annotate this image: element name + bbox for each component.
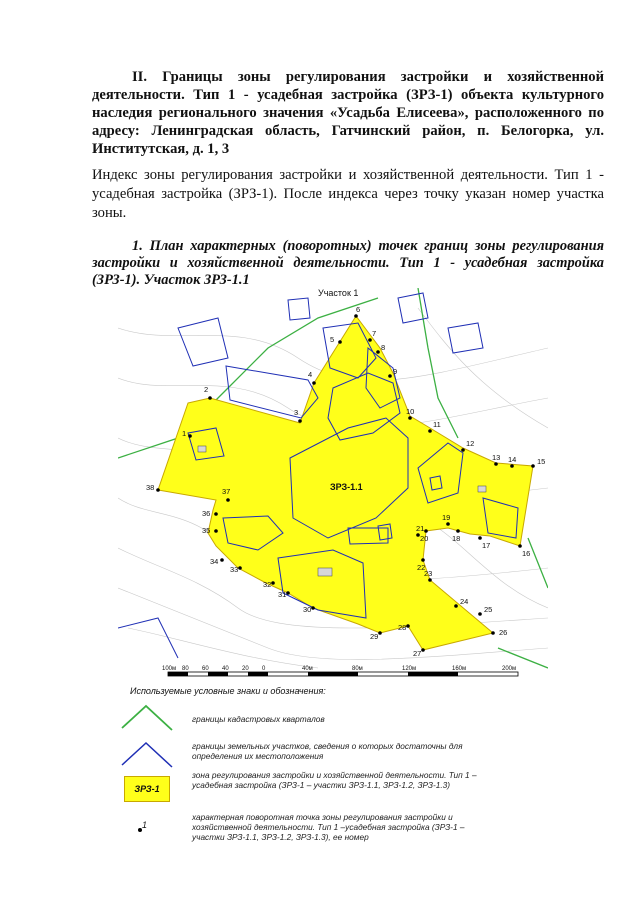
boundary-point-5 [338, 340, 342, 344]
scale-tick-label: 20 [242, 666, 249, 672]
boundary-point-label-27: 27 [413, 649, 422, 658]
boundary-point-label-11: 11 [433, 420, 441, 429]
boundary-point-label-2: 2 [204, 385, 209, 394]
boundary-point-37 [226, 498, 230, 502]
boundary-point-label-7: 7 [372, 329, 377, 338]
boundary-point-label-3: 3 [294, 408, 299, 417]
boundary-point-label-35: 35 [202, 526, 211, 535]
point-symbol [142, 820, 147, 830]
point-dot-icon [138, 828, 142, 832]
scale-tick-label: 80м [352, 666, 363, 672]
boundary-point-14 [510, 464, 514, 468]
boundary-point-label-25: 25 [484, 605, 493, 614]
plan-subheading-number: 1. [132, 238, 143, 254]
boundary-point-38 [156, 488, 160, 492]
legend-text-parcels: границы земельных участков, сведения о которых достаточны для определения их местоположения [192, 741, 463, 761]
boundary-point-label-26: 26 [499, 628, 508, 637]
plan-subheading [92, 238, 604, 289]
boundary-point-label-15: 15 [537, 457, 546, 466]
boundary-point-label-5: 5 [330, 335, 335, 344]
boundary-point-label-4: 4 [308, 370, 313, 379]
boundary-point-label-16: 16 [522, 549, 531, 558]
boundary-point-15 [531, 464, 535, 468]
boundary-point-label-31: 31 [278, 590, 287, 599]
zone-map [118, 288, 548, 682]
boundary-point-21 [416, 533, 420, 537]
boundary-point-label-30: 30 [303, 605, 312, 614]
boundary-point-16 [518, 544, 522, 548]
boundary-point-label-1: 1 [182, 429, 187, 438]
boundary-point-label-20: 20 [420, 534, 429, 543]
scale-tick-label: 40 [222, 666, 229, 672]
boundary-point-label-17: 17 [482, 541, 491, 550]
zone-swatch: ЗРЗ-1 [124, 776, 170, 802]
legend-text-cadastral: границы кадастровых кварталов [192, 714, 325, 724]
boundary-point-25 [478, 612, 482, 616]
boundary-point-11 [428, 429, 432, 433]
boundary-point-label-32: 32 [263, 580, 272, 589]
section-heading-text: II. Границы зоны регулирования застройки и хозяйственной деятельности. Тип 1 - усадебная застройка (ЗРЗ-1) объекта культурного наследия регионального значения «Усадьба Елисеева», расположенного по адресу: Ленинградская область, Гатчинский район, п. Белогорка, ул. Институтская, д. 1, 3 [92, 69, 604, 157]
boundary-point-17 [478, 536, 482, 540]
legend-text-point: характерная поворотная точка зоны регулирования застройки и хозяйственной деятельности. Тип 1 –усадебная застройка (ЗРЗ-1 – участки ЗРЗ-1.1, ЗРЗ-1.2, ЗРЗ-1.3), ее номер [192, 812, 465, 842]
scale-bar [168, 672, 518, 676]
boundary-point-3 [298, 419, 302, 423]
boundary-point-label-28: 28 [398, 623, 407, 632]
boundary-point-9 [388, 374, 392, 378]
boundary-point-29 [378, 631, 382, 635]
boundary-point-1 [188, 434, 192, 438]
scale-tick-label: 80 [182, 666, 189, 672]
boundary-point-26 [491, 631, 495, 635]
boundary-point-22 [421, 558, 425, 562]
scale-tick-label: 40м [302, 666, 313, 672]
boundary-point-label-13: 13 [492, 453, 501, 462]
point-symbol-number: 1 [142, 820, 148, 830]
boundary-point-20 [424, 529, 428, 533]
scale-tick-label: 160м [452, 666, 467, 672]
boundary-point-30 [311, 606, 315, 610]
boundary-point-7 [368, 338, 372, 342]
boundary-point-27 [421, 648, 425, 652]
boundary-point-label-24: 24 [460, 597, 469, 606]
boundary-point-label-6: 6 [356, 305, 361, 314]
legend-title: Используемые условные знаки и обозначения: [130, 686, 326, 696]
boundary-point-31 [286, 591, 290, 595]
blue-line-icon [120, 735, 174, 775]
boundary-point-label-8: 8 [381, 343, 386, 352]
boundary-point-8 [376, 350, 380, 354]
scale-tick-label: 200м [502, 666, 517, 672]
boundary-point-28 [406, 624, 410, 628]
boundary-point-label-37: 37 [222, 487, 231, 496]
boundary-point-label-14: 14 [508, 455, 517, 464]
zone-map-svg [118, 288, 548, 682]
boundary-point-label-23: 23 [424, 569, 433, 578]
zone-label: ЗРЗ-1.1 [330, 482, 363, 492]
map-caption: Участок 1 [318, 288, 359, 298]
boundary-point-label-21: 21 [416, 524, 425, 533]
boundary-point-32 [271, 581, 275, 585]
boundary-point-label-34: 34 [210, 557, 219, 566]
scale-ticks [162, 666, 516, 672]
boundary-point-6 [354, 314, 358, 318]
boundary-point-34 [220, 558, 224, 562]
boundary-point-35 [214, 529, 218, 533]
boundary-point-36 [214, 512, 218, 516]
boundary-point-4 [312, 381, 316, 385]
boundary-point-18 [456, 529, 460, 533]
boundary-point-24 [454, 604, 458, 608]
boundary-point-13 [494, 462, 498, 466]
boundary-point-33 [238, 566, 242, 570]
boundary-point-label-19: 19 [442, 513, 451, 522]
boundary-point-label-33: 33 [230, 565, 239, 574]
boundary-point-label-22: 22 [417, 563, 426, 572]
scale-tick-label: 0 [262, 666, 266, 672]
boundary-point-label-36: 36 [202, 509, 211, 518]
green-line-icon [120, 700, 174, 740]
plan-subheading-text: План характерных (поворотных) точек границ зоны регулирования застройки и хозяйственной деятельности. Тип 1 - усадебная застройка (ЗРЗ-1). Участок ЗРЗ-1.1 [92, 238, 604, 288]
boundary-point-2 [208, 396, 212, 400]
boundary-point-10 [408, 416, 412, 420]
boundary-point-label-12: 12 [466, 439, 475, 448]
scale-tick-label: 120м [402, 666, 417, 672]
section-heading [92, 68, 604, 158]
boundary-point-label-38: 38 [146, 483, 155, 492]
boundary-point-label-18: 18 [452, 534, 461, 543]
boundary-point-label-10: 10 [406, 407, 415, 416]
boundary-point-12 [461, 448, 465, 452]
boundary-point-23 [428, 578, 432, 582]
boundary-point-19 [446, 522, 450, 526]
boundary-point-label-9: 9 [393, 367, 398, 376]
index-paragraph: Индекс зоны регулирования застройки и хозяйственной деятельности. Тип 1 - усадебная застройка (ЗРЗ-1). После индекса через точку указан номер участка зоны. [92, 167, 604, 221]
boundary-point-label-29: 29 [370, 632, 379, 641]
scale-tick-label: 60 [202, 666, 209, 672]
legend-text-zone: зона регулирования застройки и хозяйственной деятельности. Тип 1 – усадебная застройка (ЗРЗ-1 – участки ЗРЗ-1.1, ЗРЗ-1.2, ЗРЗ-1.3) [192, 770, 477, 790]
scale-tick-label: 100м [162, 666, 177, 672]
